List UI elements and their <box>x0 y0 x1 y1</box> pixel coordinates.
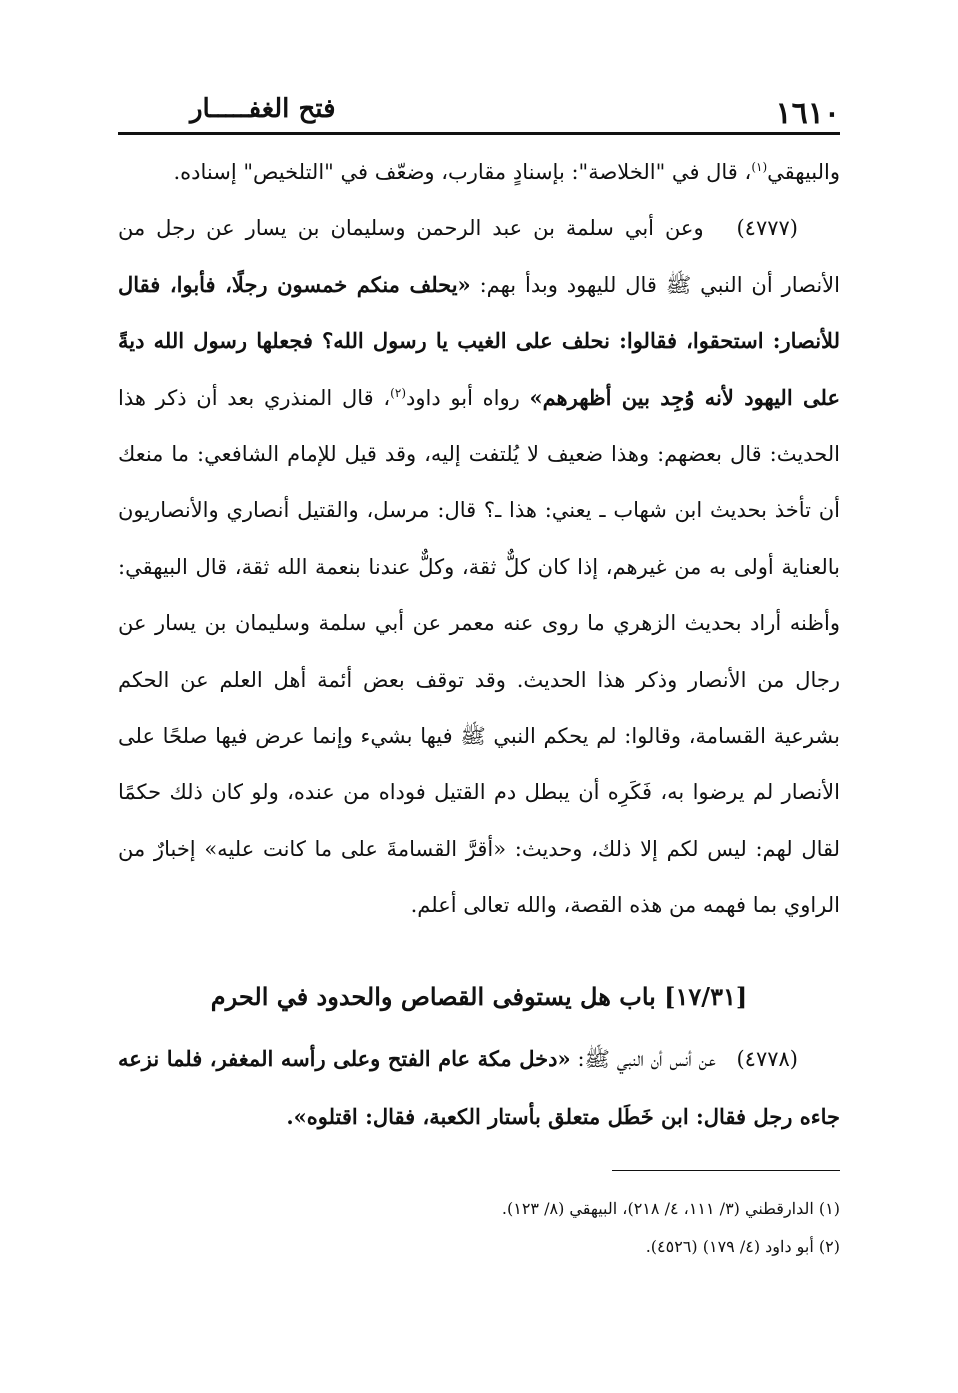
footnotes <box>118 1190 840 1266</box>
main-text <box>118 144 840 934</box>
hadith-4777: (٤٧٧٧) وعن أبي سلمة بن عبد الرحمن وسليمان بن يسار عن رجل من الأنصار أن النبي ﷺ قال لليهود وبدأ بهم: «يحلف منكم خمسون رجلًا، فأبوا، فقال للأنصار: استحقوا، فقالوا: نحلف على الغيب يا رسول الله؟ فجعلها رسول الله ديةً على اليهود لأنه وُجِد بين أظهرهم» رواه أبو داود$^{(٢)}$، قال المنذري بعد أن ذكر هذا الحديث: قال بعضهم: وهذا ضعيف لا يُلتفت إليه، وقد قيل للإمام الشافعي: ما منعك أن تأخذ بحديث ابن شهاب ـ يعني: هذا ـ؟ قال: مرسل، والقتيل أنصاري والأنصاريون بالعناية أولى به من غيرهم، إذا كان كلٌّ ثقة، وكلٌّ عندنا بنعمة الله ثقة، قال البيهقي: وأظنه أراد بحديث الزهري ما روى عنه معمر عن أبي سلمة وسليمان بن يسار عن رجال من الأنصار وذكر هذا الحديث. وقد توقف بعض أئمة أهل العلم عن الحكم بشرعية القسامة، وقالوا: لم يحكم النبي ﷺ فيها بشيء وإنما عرض فيها صلحًا على الأنصار لم يرضوا به، فَكَرِه أن يبطل دم القتيل فوداه من عنده، ولو كان ذلك حكمًا لقال لهم: ليس لكم إلا ذلك، وحديث: «أقرَّ القسامةَ على ما كانت عليه» إخبارٌ من الراوي بما فهمه من هذه القصة، والله تعالى أعلم. <box>118 216 840 918</box>
footnote-ref-1[interactable]: (١) <box>751 160 768 174</box>
hadith-number: (٤٧٧٨) <box>736 1047 798 1071</box>
footnote-2: (٢) أبو داود (٤/ ١٧٩) (٤٥٢٦). <box>645 1237 840 1256</box>
footnote-ref-2[interactable]: (٢) <box>390 385 406 400</box>
hadith-intro: وعن أبي سلمة بن عبد الرحمن وسليمان بن يسار عن رجل من الأنصار أن النبي ﷺ قال لليهود وبدأ بهم: <box>118 216 840 297</box>
hadith-quote: «دخل مكة عام الفتح وعلى رأسه المغفر، فلما نزعه جاءه رجل فقال: ابن خَطَل متعلق بأستار الكعبة، فقال: اقتلوه» <box>118 1046 840 1129</box>
footnote-divider <box>612 1170 840 1171</box>
hadith-quote: «يحلف منكم خمسون رجلًا، فأبوا، فقال للأنصار: استحقوا، فقالوا: نحلف على الغيب يا رسول الله؟ فجعلها رسول الله ديةً على اليهود لأنه وُجِد بين أظهرهم» <box>118 271 840 410</box>
hadith-commentary: ، قال المنذري بعد أن ذكر هذا الحديث: قال بعضهم: وهذا ضعيف لا يُلتفت إليه، وقد قيل للإمام الشافعي: ما منعك أن تأخذ بحديث ابن شهاب ـ يعني: هذا ـ؟ قال: مرسل، والقتيل أنصاري والأنصاريون بالعناية أولى به من غيرهم، إذا كان كلٌّ ثقة، وكلٌّ عندنا بنعمة الله ثقة، قال البيهقي: وأظنه أراد بحديث الزهري ما روى عنه معمر عن أبي سلمة وسليمان بن يسار عن رجال من الأنصار وذكر هذا الحديث. وقد توقف بعض أئمة أهل العلم عن الحكم بشرعية القسامة، وقالوا: لم يحكم النبي ﷺ فيها بشيء وإنما عرض فيها صلحًا على الأنصار لم يرضوا به، فَكَرِه أن يبطل دم القتيل فوداه من عنده، ولو كان ذلك حكمًا لقال لهم: ليس لكم إلا ذلك، وحديث: «أقرَّ القسامةَ على ما كانت عليه» إخبارٌ من الراوي بما فهمه من هذه القصة، والله تعالى أعلم. <box>118 385 840 918</box>
book-page <box>118 0 840 1393</box>
hadith-intro: عن أنس أن النبي ﷺ: <box>570 1047 716 1071</box>
hadith-4778: (٤٧٧٨) عن أنس أن النبي ﷺ: «دخل مكة عام الفتح وعلى رأسه المغفر، فلما نزعه جاءه رجل فقال: ابن خَطَل متعلق بأستار الكعبة، فقال: اقتلوه». <box>118 1046 840 1129</box>
page-header <box>118 92 840 135</box>
page-number: ١٦١٠ <box>775 96 840 131</box>
footnote-1: (١) الدارقطني (٣/ ١١١، ٤/ ٢١٨)، البيهقي (٨/ ١٢٣). <box>501 1199 840 1218</box>
section-heading: [١٧/٣١] باب هل يستوفى القصاص والحدود في الحرم <box>210 982 748 1011</box>
hadith-number: (٤٧٧٧) <box>736 216 798 241</box>
paragraph-continuation: والبيهقي$^{(١)}$، قال في "الخلاصة": بإسنادٍ مقارب، وضعّف في "التلخيص" إسناده. <box>173 160 840 184</box>
running-title: فتح الغفـــــار <box>190 94 336 124</box>
